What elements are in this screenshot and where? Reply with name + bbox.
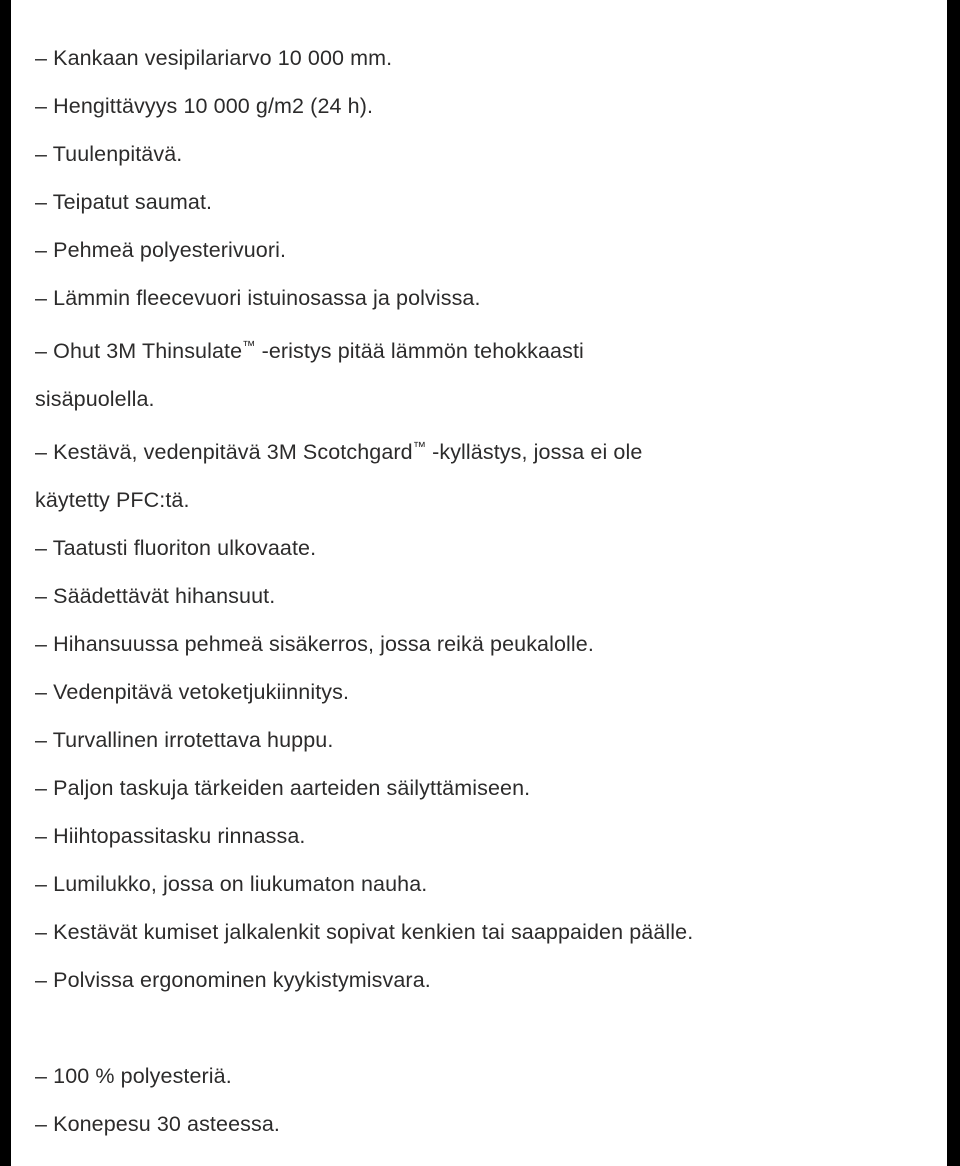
trademark-symbol: ™ — [412, 439, 427, 455]
spec-line: – Hihansuussa pehmeä sisäkerros, jossa reikä peukalolle. — [35, 632, 594, 657]
spec-line: – Konepesu 30 asteessa. — [35, 1112, 280, 1137]
trademark-symbol: ™ — [242, 338, 256, 353]
letterbox-bar-left — [0, 0, 11, 1166]
spec-text-before-trademark: – Kestävä, vedenpitävä 3M Scotchgard — [35, 440, 413, 465]
spec-line-continuation: sisäpuolella. — [35, 387, 155, 412]
spec-line: – Kankaan vesipilariarvo 10 000 mm. — [35, 46, 393, 70]
spec-line: – Turvallinen irrotettava huppu. — [35, 728, 334, 753]
spec-line: – Kestävät kumiset jalkalenkit sopivat kenkien tai saappaiden päälle. — [35, 920, 694, 945]
spec-line: – Hengittävyys 10 000 g/m2 (24 h). — [35, 94, 374, 118]
spec-line: – 100 % polyesteriä. — [35, 1064, 232, 1089]
spec-text-after-trademark: -kyllästys, jossa ei ole — [426, 440, 643, 465]
spec-list-gap — [35, 1004, 930, 1052]
spec-line: – Lämmin fleecevuori istuinosassa ja polvissa. — [35, 286, 481, 310]
spec-line: – Säädettävät hihansuut. — [35, 584, 276, 609]
spec-text-after-trademark: -eristys pitää lämmön tehokkaasti — [255, 339, 584, 364]
spec-line: – Taatusti fluoriton ulkovaate. — [35, 536, 317, 561]
letterbox-bar-right — [947, 0, 960, 1166]
clipped-text-row-bottom — [35, 1152, 930, 1166]
spec-line: – Polvissa ergonominen kyykistymisvara. — [35, 968, 431, 993]
spec-line — [35, 322, 930, 375]
spec-line: – Hiihtopassitasku rinnassa. — [35, 824, 306, 849]
spec-line: – Paljon taskuja tärkeiden aarteiden säilyttämiseen. — [35, 776, 531, 801]
spec-line: – Pehmeä polyesterivuori. — [35, 238, 287, 262]
spec-text-before-trademark: – Ohut 3M Thinsulate — [35, 339, 243, 364]
spec-line: – Tuulenpitävä. — [35, 142, 183, 166]
spec-line-continuation: käytetty PFC:tä. — [35, 488, 190, 513]
spec-line: – Vedenpitävä vetoketjukiinnitys. — [35, 680, 350, 705]
spec-line: – Lumilukko, jossa on liukumaton nauha. — [35, 872, 428, 897]
spec-line — [35, 423, 930, 476]
spec-line: – Teipatut saumat. — [35, 190, 213, 214]
